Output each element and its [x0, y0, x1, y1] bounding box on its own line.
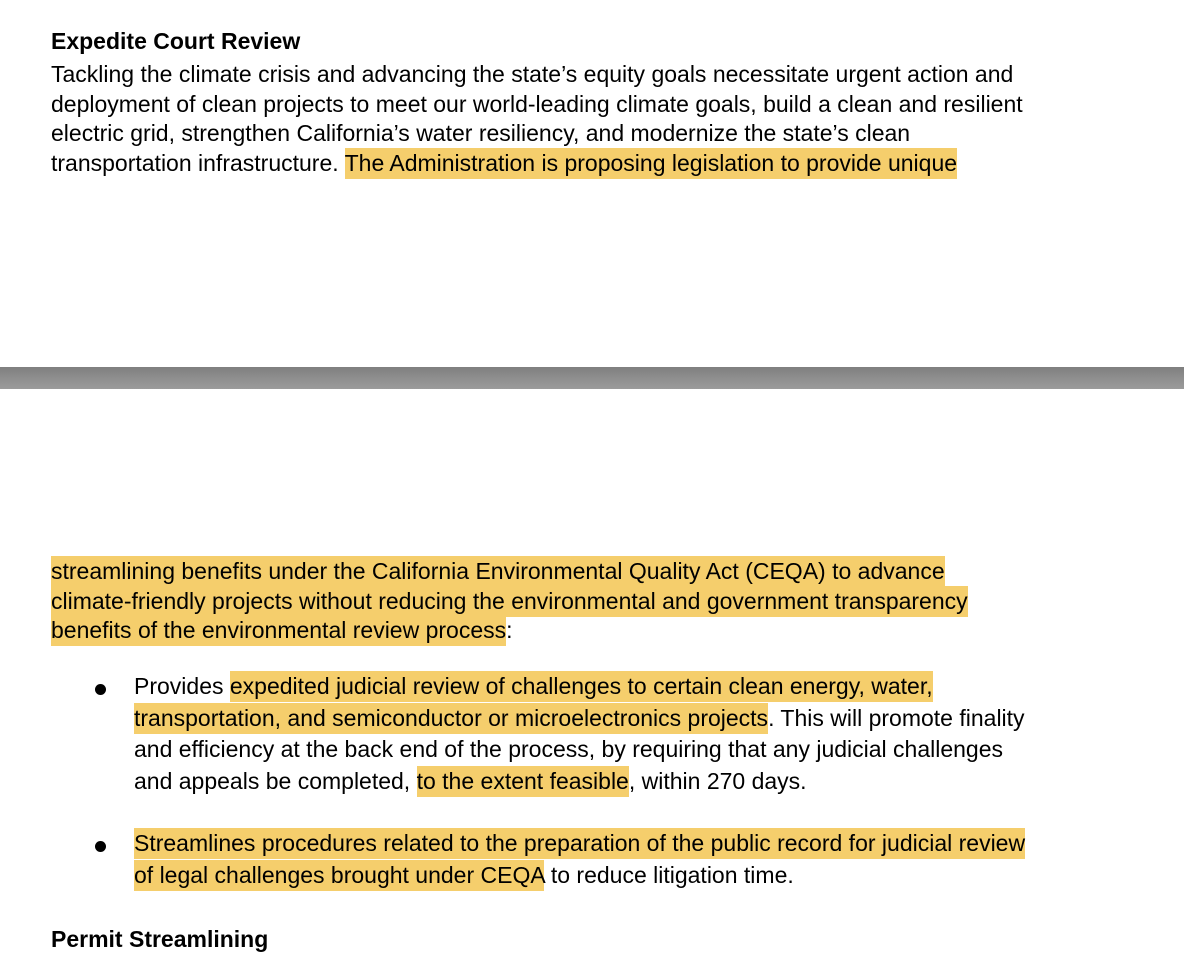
intro-paragraph-continued [51, 557, 1141, 646]
paragraph-punctuation: : [506, 617, 513, 643]
paragraph-line: Tackling the climate crisis and advancing the state’s equity goals necessitate urgent action and [51, 61, 1014, 87]
highlighted-text: benefits of the environmental review process [51, 615, 506, 646]
bullet-line: , within 270 days. [628, 767, 807, 794]
bullet-icon [95, 684, 106, 695]
bullet-text [134, 671, 1134, 797]
highlighted-text: to the extent feasible [417, 766, 629, 797]
bullet-line: Provides [134, 673, 230, 699]
highlighted-text: of legal challenges brought under CEQA [134, 860, 544, 891]
bullet-line: to reduce litigation time. [544, 861, 794, 888]
bullet-text [134, 828, 1134, 891]
bullet-line: and appeals be completed, [134, 767, 417, 794]
paragraph-line: transportation infrastructure. [51, 149, 345, 176]
highlighted-text: transportation, and semiconductor or microelectronics projects [134, 703, 768, 734]
document-page-2 [0, 389, 1184, 952]
intro-paragraph [51, 60, 1141, 178]
bullet-icon [95, 841, 106, 852]
page-break-divider [0, 367, 1184, 389]
document-page-1 [0, 0, 1184, 367]
next-section-heading: Permit Streamlining [51, 926, 269, 952]
paragraph-line: electric grid, strengthen California’s water resiliency, and modernize the state’s clean [51, 120, 911, 146]
highlighted-text: climate-friendly projects without reducing the environmental and government transparency [51, 586, 968, 617]
paragraph-line: deployment of clean projects to meet our world-leading climate goals, build a clean and resilient [51, 90, 1023, 117]
highlighted-text: streamlining benefits under the California Environmental Quality Act (CEQA) to advance [51, 556, 945, 587]
section-heading: Expedite Court Review [51, 28, 301, 54]
highlighted-text: expedited judicial review of challenges to certain clean energy, water, [230, 671, 933, 702]
bullet-line: . This will promote finality [768, 704, 1025, 731]
highlighted-text: Streamlines procedures related to the preparation of the public record for judicial review [134, 828, 1025, 859]
highlighted-text: The Administration is proposing legislation to provide unique [345, 148, 957, 179]
bullet-line: and efficiency at the back end of the process, by requiring that any judicial challenges [134, 736, 1004, 762]
